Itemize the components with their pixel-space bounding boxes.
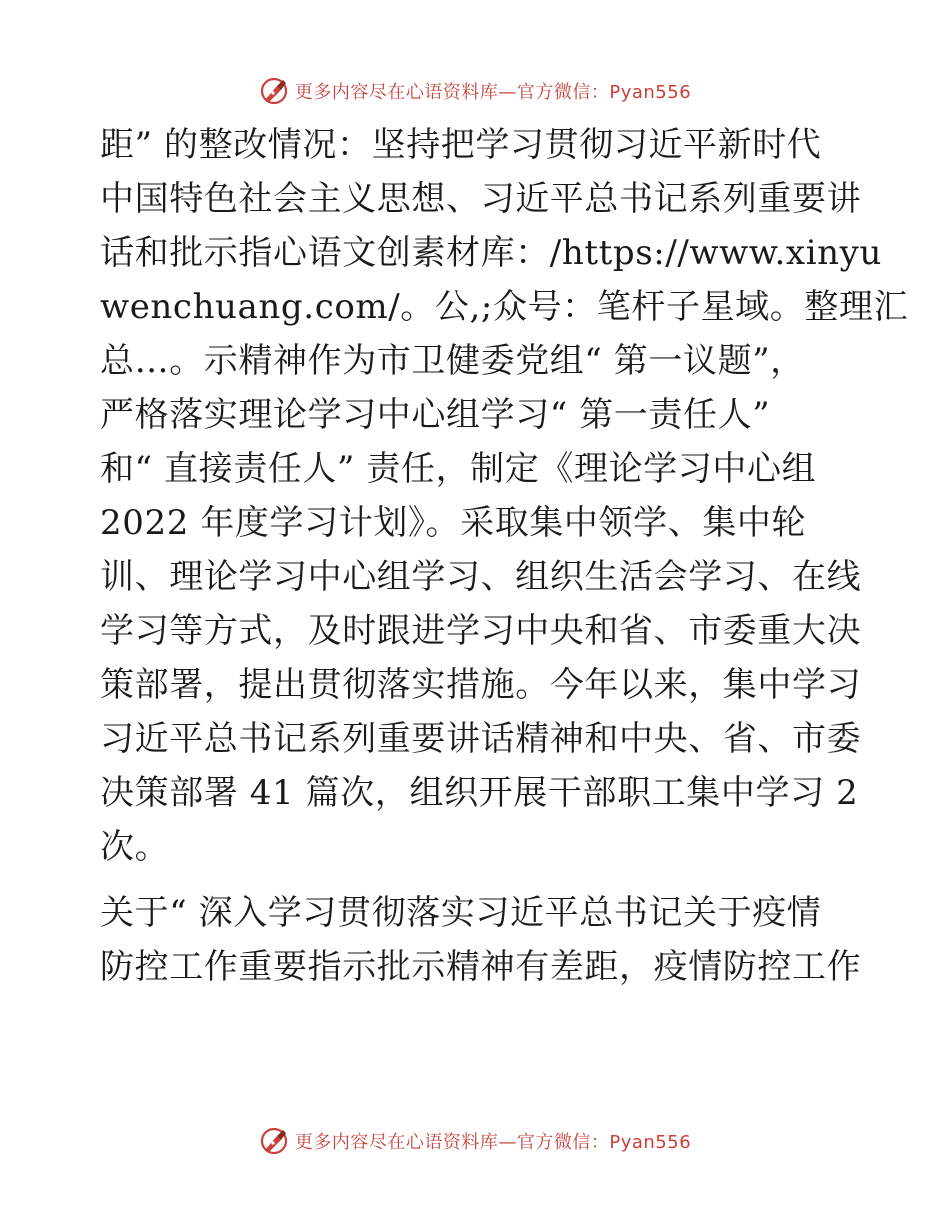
watermark-separator: — <box>498 1132 517 1153</box>
text-line: 2022 年度学习计划》。采取集中领学、集中轮 <box>100 503 807 543</box>
text-line: 防控工作重要指示批示精神有差距，疫情防控工作 <box>100 947 862 987</box>
text-line: 训、理论学习中心组学习、组织生活会学习、在线 <box>100 557 862 597</box>
paragraph <box>100 118 909 874</box>
text-line: 总…。示精神作为市卫健委党组“ 第一议题”， <box>100 341 805 381</box>
text-line: 严格落实理论学习中心组学习“ 第一责任人” <box>100 395 771 435</box>
text-line: 决策部署 41 篇次，组织开展干部职工集中学习 2 <box>100 773 859 813</box>
text-line: 话和批示指心语文创素材库：/https://www.xinyu <box>100 233 882 273</box>
watermark-site-text: 更多内容尽在心语资料库 <box>294 1132 499 1153</box>
pen-logo-icon <box>259 76 289 106</box>
watermark-wechat-label: 官方微信： <box>516 1132 610 1153</box>
pen-logo-icon <box>259 1126 289 1156</box>
text-line: 次。 <box>100 827 170 867</box>
watermark-wechat-id: Pyan556 <box>609 1132 692 1153</box>
footer-watermark <box>0 1121 950 1161</box>
watermark-site-text: 更多内容尽在心语资料库 <box>294 82 499 103</box>
watermark-separator: — <box>498 82 517 103</box>
text-line: 和“ 直接责任人” 责任，制定《理论学习中心组 <box>100 449 817 489</box>
text-line: 习近平总书记系列重要讲话精神和中央、省、市委 <box>100 719 862 759</box>
watermark-wechat-id: Pyan556 <box>609 82 692 103</box>
document-body <box>100 118 909 994</box>
watermark-wechat-label: 官方微信： <box>516 82 610 103</box>
paragraph <box>100 886 860 994</box>
watermark-text <box>295 78 691 104</box>
text-line: wenchuang.com/。公,;众号：笔杆子星域。整理汇 <box>100 287 909 327</box>
text-line: 策部署，提出贯彻落实措施。今年以来，集中学习 <box>100 665 862 705</box>
text-line: 中国特色社会主义思想、习近平总书记系列重要讲 <box>100 179 862 219</box>
text-line: 距” 的整改情况：坚持把学习贯彻习近平新时代 <box>100 125 822 165</box>
header-watermark <box>0 71 950 111</box>
paragraph-spacer <box>100 874 860 886</box>
watermark-text <box>295 1128 691 1154</box>
text-line: 学习等方式，及时跟进学习中央和省、市委重大决 <box>100 611 862 651</box>
text-line: 关于“ 深入学习贯彻落实习近平总书记关于疫情 <box>100 893 822 933</box>
